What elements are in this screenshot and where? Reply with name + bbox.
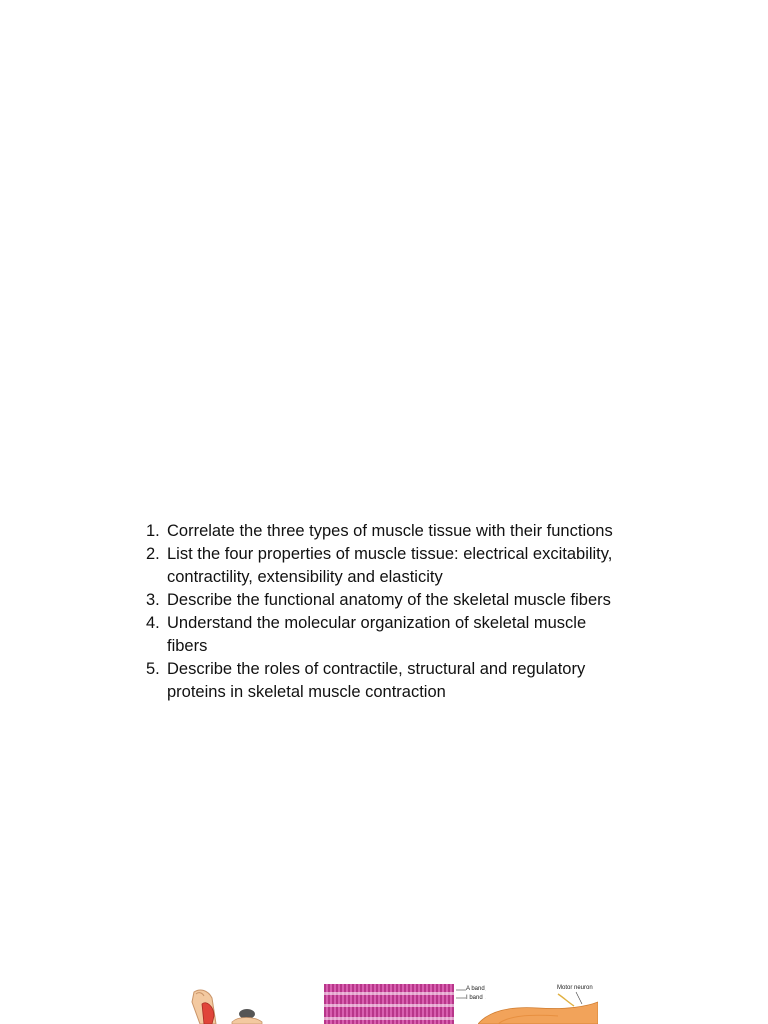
objective-item bbox=[146, 543, 626, 589]
muscle-micrograph bbox=[324, 984, 454, 1024]
i-band-label: I band bbox=[466, 995, 483, 1001]
objective-number: 3. bbox=[146, 591, 160, 609]
objective-text: List the four properties of muscle tissue: electrical excitability, contractility, extensibility and elasticity bbox=[167, 545, 613, 586]
learning-objectives-list bbox=[146, 520, 626, 704]
objective-number: 5. bbox=[146, 660, 160, 678]
arm-muscle-illustration bbox=[186, 986, 266, 1024]
objective-number: 1. bbox=[146, 522, 160, 540]
objective-number: 4. bbox=[146, 614, 160, 632]
objective-item bbox=[146, 612, 626, 658]
objective-text: Correlate the three types of muscle tissue with their functions bbox=[167, 522, 613, 540]
objective-item bbox=[146, 520, 626, 543]
objective-item bbox=[146, 658, 626, 704]
objective-number: 2. bbox=[146, 545, 160, 563]
a-band-label: A band bbox=[466, 986, 485, 992]
objective-text: Describe the roles of contractile, structural and regulatory proteins in skeletal muscle contraction bbox=[167, 660, 586, 701]
objective-text: Understand the molecular organization of skeletal muscle fibers bbox=[167, 614, 587, 655]
objective-item bbox=[146, 589, 626, 612]
figure-illustrations bbox=[0, 980, 768, 1024]
motor-neuron-label: Motor neuron bbox=[557, 985, 593, 991]
objective-text: Describe the functional anatomy of the skeletal muscle fibers bbox=[167, 591, 611, 609]
